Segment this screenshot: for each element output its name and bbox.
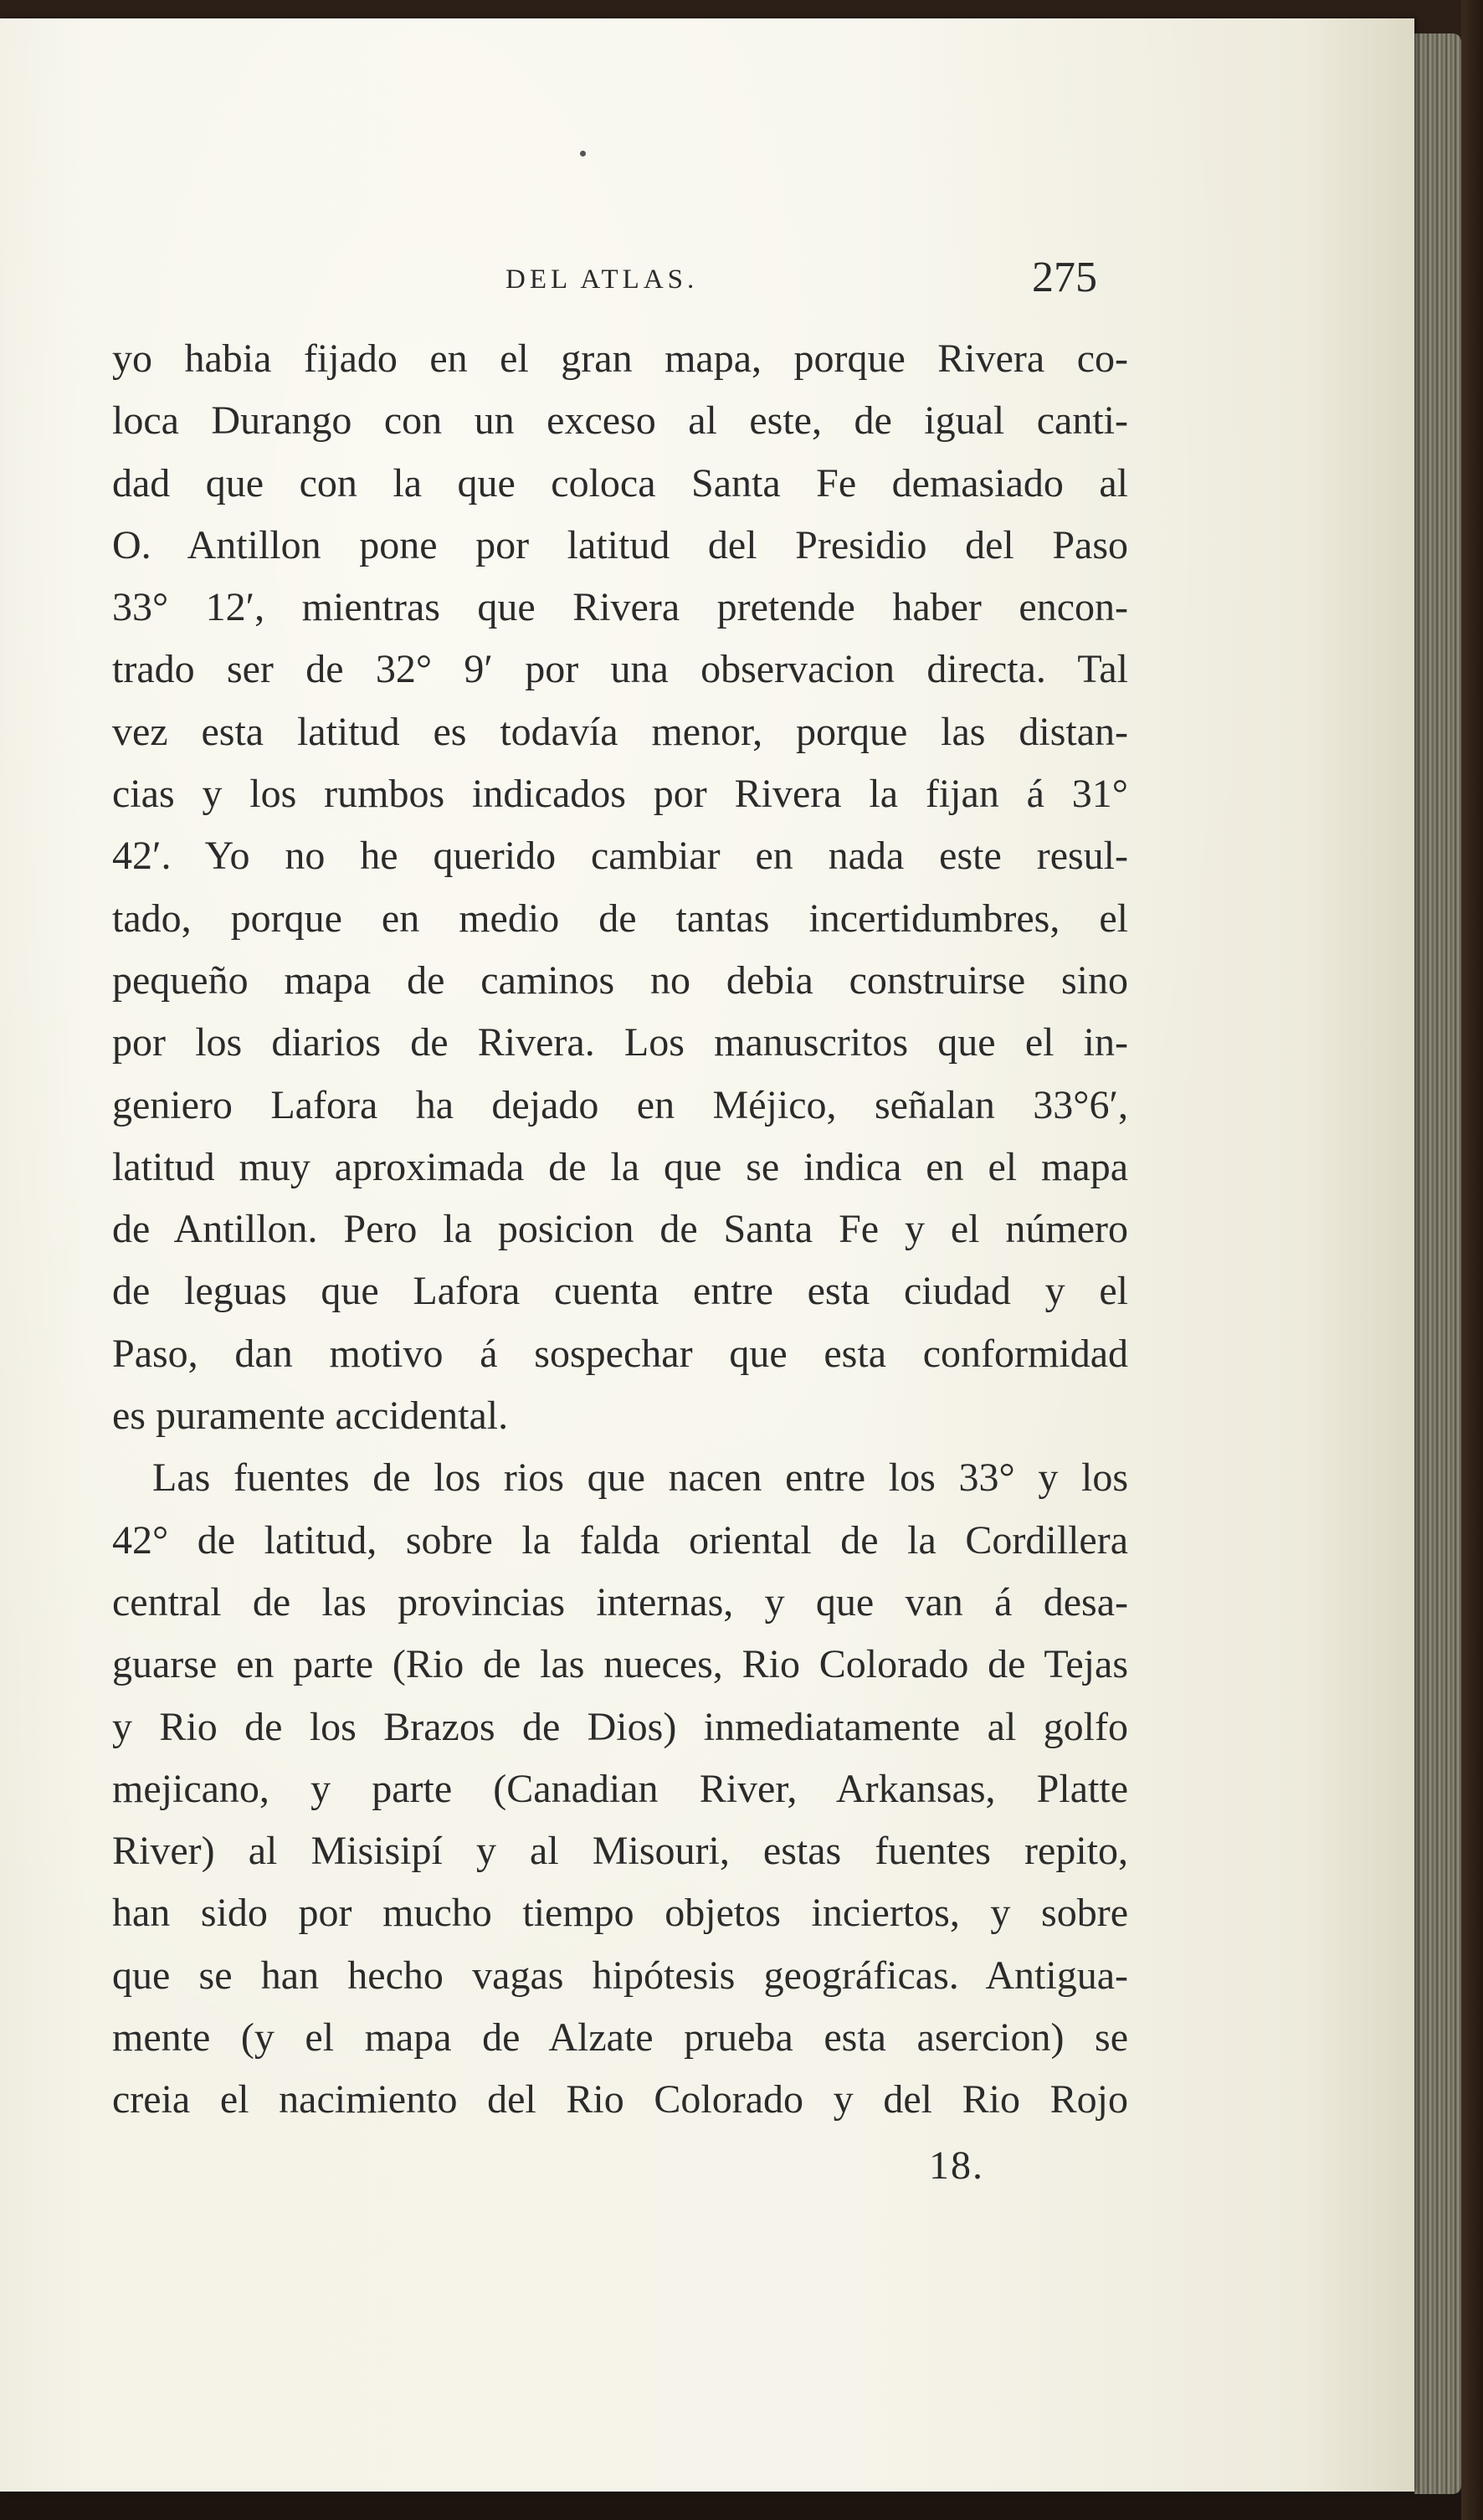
text-line: River) al Misisipí y al Misouri, estas fuentes repito,: [112, 1829, 1128, 1874]
text-line: guarse en parte (Rio de las nueces, Rio Colorado de Tejas: [112, 1642, 1128, 1687]
text-line: cias y los rumbos indicados por Rivera la fijan á 31°: [112, 772, 1128, 817]
page-edges: [1414, 33, 1461, 2494]
text-line: mejicano, y parte (Canadian River, Arkansas, Platte: [112, 1766, 1128, 1811]
text-line: es puramente accidental.: [112, 1393, 509, 1439]
text-line: O. Antillon pone por latitud del Presidio del Paso: [112, 522, 1128, 567]
text-line: mente (y el mapa de Alzate prueba esta asercion) se: [112, 2015, 1128, 2061]
body-text: [112, 328, 1128, 2132]
text-line: trado ser de 32° 9′ por una observacion directa. Tal: [112, 647, 1128, 692]
text-line: han sido por mucho tiempo objetos inciertos, y sobre: [112, 1891, 1128, 1936]
paragraph-start-line: Las fuentes de los rios que nacen entre los 33° y los: [152, 1455, 1128, 1501]
signature-mark: 18.: [929, 2143, 984, 2188]
text-line: central de las provincias internas, y que van á desa-: [112, 1579, 1128, 1624]
ink-dot: [580, 151, 586, 157]
running-head: DEL ATLAS.: [505, 264, 699, 295]
text-line: geniero Lafora ha dejado en Méjico, señalan 33°6′,: [112, 1082, 1128, 1127]
book-spine: [1461, 0, 1483, 2520]
text-line: yo habia fijado en el gran mapa, porque Rivera co-: [112, 336, 1128, 381]
text-line: pequeño mapa de caminos no debia construirse sino: [112, 957, 1128, 1003]
text-line: Paso, dan motivo á sospechar que esta conformidad: [112, 1331, 1128, 1376]
text-line: latitud muy aproximada de la que se indica en el mapa: [112, 1144, 1128, 1189]
text-line: 42° de latitud, sobre la falda oriental de la Cordillera: [112, 1517, 1128, 1563]
text-line: creia el nacimiento del Rio Colorado y del Rio Rojo: [112, 2077, 1128, 2122]
text-line: dad que con la que coloca Santa Fe demasiado al: [112, 460, 1128, 506]
text-line: 33° 12′, mientras que Rivera pretende haber encon-: [112, 585, 1128, 630]
page-number: 275: [1032, 254, 1097, 301]
text-line: vez esta latitud es todavía menor, porque las distan-: [112, 709, 1128, 754]
text-line: 42′. Yo no he querido cambiar en nada este resul-: [112, 834, 1128, 879]
text-line: y Rio de los Brazos de Dios) inmediatamente al golfo: [112, 1704, 1128, 1749]
text-line: de leguas que Lafora cuenta entre esta ciudad y el: [112, 1269, 1128, 1314]
text-line: loca Durango con un exceso al este, de igual canti-: [112, 398, 1128, 444]
text-line: por los diarios de Rivera. Los manuscritos que el in-: [112, 1020, 1128, 1065]
text-line: que se han hecho vagas hipótesis geográficas. Antigua-: [112, 1953, 1128, 1998]
text-line: de Antillon. Pero la posicion de Santa Fe y el número: [112, 1207, 1128, 1252]
text-line: tado, porque en medio de tantas incertidumbres, el: [112, 896, 1128, 941]
